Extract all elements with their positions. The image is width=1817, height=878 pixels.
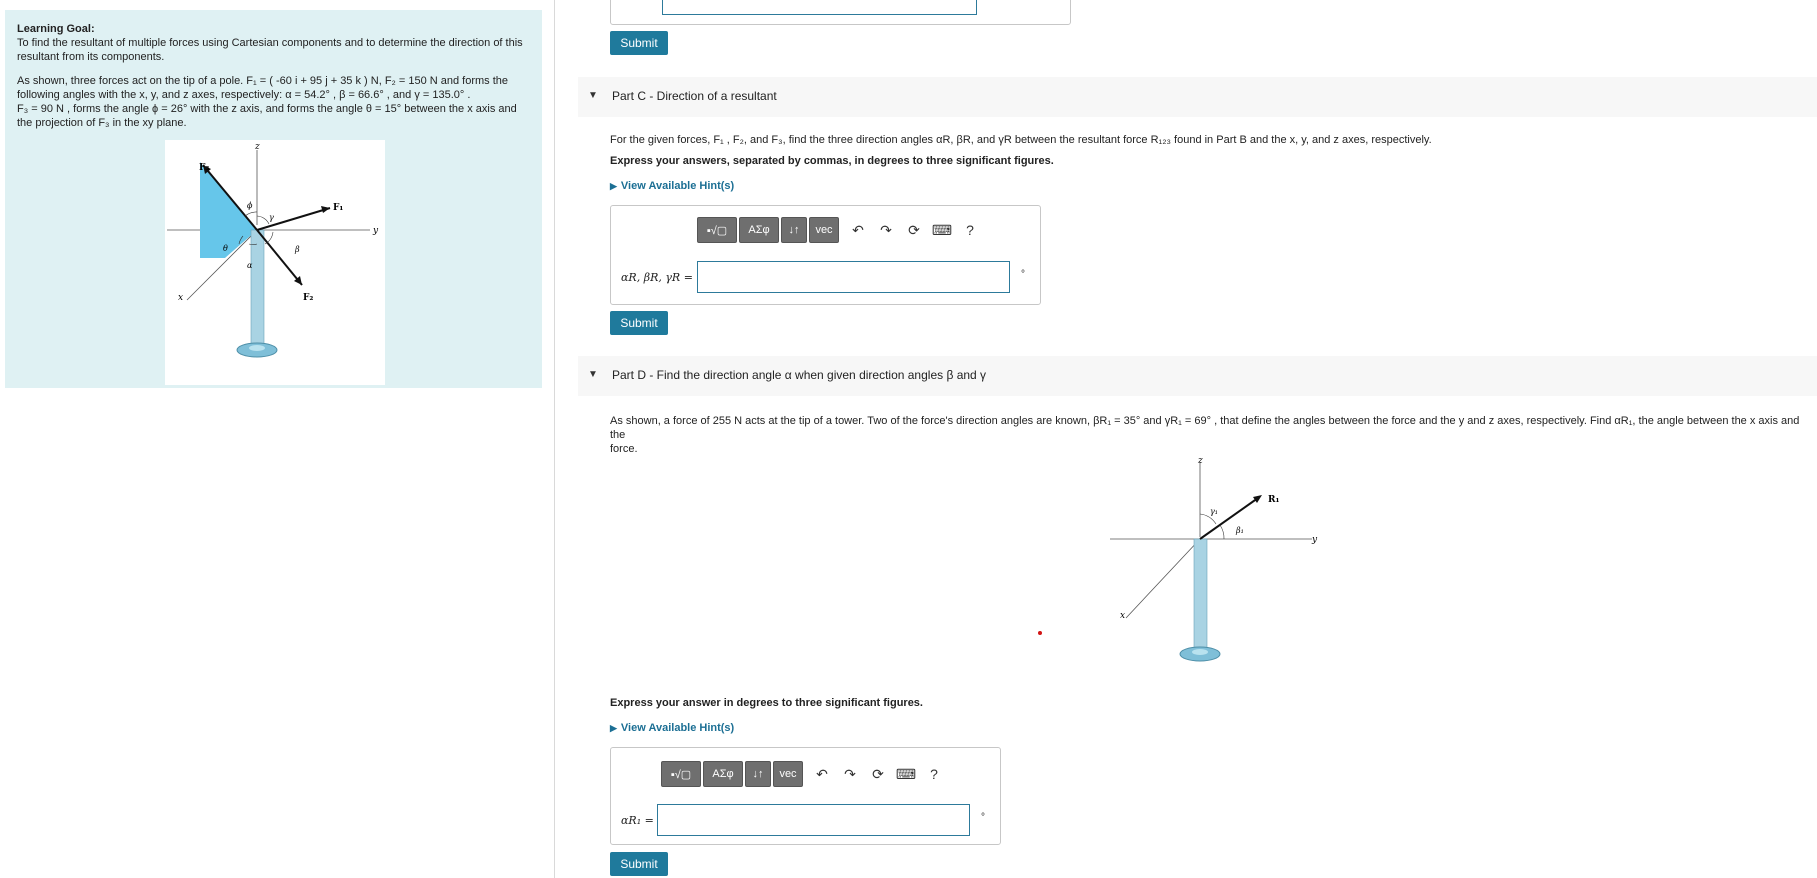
help-icon[interactable]: ? [930,766,938,782]
pole [251,230,264,348]
part-d-answer-input[interactable] [657,804,970,836]
keyboard-icon[interactable]: ⌨ [931,221,953,238]
pole-base-inner [249,345,265,351]
f1-arrow [257,208,330,230]
y-label: y [373,226,379,236]
intro-line: As shown, three forces act on the tip of a pole. F₁ = ( -60 i + 95 j + 35 k ) N, F₂ = 150 N and forms the [17,75,509,87]
reset-icon[interactable]: ⟳ [872,765,884,782]
prompt-line: force. [610,443,638,455]
intro-line: F₃ = 90 N , forms the angle ϕ = 26° with the z axis, and forms the angle θ = 15° between the x axis and [17,103,517,115]
learning-goal-title: Learning Goal: [17,23,95,35]
r1-label: R₁ [1268,495,1280,505]
part-c-answer-label: αR, βR, γR = [621,271,693,284]
f1-head [321,206,330,213]
hint-label: View Available Hint(s) [620,180,735,192]
part-d-instructions: Express your answer in degrees to three significant figures. [610,697,923,709]
caret-down-icon: ▼ [588,90,598,101]
y-label: y [1312,535,1318,545]
help-icon[interactable]: ? [966,222,974,238]
intro-line: the projection of F₃ in the xy plane. [17,117,187,129]
f3-plane [200,162,257,258]
part-c-prompt: For the given forces, F₁ , F₂, and F₃, find the three direction angles αR, βR, and γR between the resultant force R₁₂₃ found in Part B and the x, y, and z axes, respectively. [610,134,1432,146]
gamma1-label: γ₁ [1210,507,1218,516]
learning-goal-text: To find the resultant of multiple forces using Cartesian components and to determine the direction of this resultant from its components. [17,37,523,63]
triangle-right-icon: ▶ [610,723,617,733]
degree-unit: ° [981,812,985,823]
redo-icon[interactable]: ↷ [844,765,856,782]
x-axis [1126,539,1200,618]
vector-button[interactable]: vec [773,761,803,787]
part-c-instructions: Express your answers, separated by commas, in degrees to three significant figures. [610,155,1054,167]
part-b-submit-button[interactable]: Submit [610,31,668,55]
tower-force-diagram [1100,452,1330,682]
templates-button[interactable]: ▪√▢ [697,217,737,243]
pole-forces-diagram [165,140,385,385]
caret-down-icon: ▼ [588,369,598,380]
prompt-line: As shown, a force of 255 N acts at the tip of a tower. Two of the force's direction angles are known, βR₁ = 35° and γR₁ = 69° , that define the angles between the force and the y and z axes, respectively. Find αR₁, the angle between the x axis and the [610,415,1800,441]
f1-label: F₁ [333,203,344,213]
part-d-answer-label: αR₁ = [621,814,654,827]
triangle-right-icon: ▶ [610,181,617,191]
part-d-header[interactable] [578,356,1817,396]
gamma-label: γ [269,213,274,222]
vector-button[interactable]: vec [809,217,839,243]
hint-label: View Available Hint(s) [620,722,735,734]
beta1-label: β₁ [1236,526,1244,535]
greek-symbols-button[interactable]: ΑΣφ [739,217,779,243]
part-d-title: Part D - Find the direction angle α when given direction angles β and γ [612,368,987,382]
beta-label: β [295,245,300,254]
cursor-dot [1038,631,1042,635]
part-d-prompt [610,414,1810,456]
undo-icon[interactable]: ↶ [852,221,864,238]
undo-icon[interactable]: ↶ [816,765,828,782]
pole-forces-figure [165,140,385,385]
f2-label: F₂ [303,293,314,303]
reset-icon[interactable]: ⟳ [908,221,920,238]
part-c-hint-link[interactable] [610,180,734,192]
part-d-answer-box [610,747,1001,845]
z-label: z [255,142,260,152]
subscript-button[interactable]: ↓↑ [745,761,771,787]
subscript-button[interactable]: ↓↑ [781,217,807,243]
part-c-header[interactable] [578,77,1817,117]
math-toolbar [697,217,981,243]
learning-goal-panel [5,10,542,388]
panel-divider [554,0,555,878]
part-c-answer-box [610,205,1041,305]
part-c-submit-button[interactable]: Submit [610,311,668,335]
phi-label: ϕ [247,201,253,210]
tower [1194,539,1207,652]
part-c-answer-input[interactable] [697,261,1010,293]
part-d-submit-button[interactable]: Submit [610,852,668,876]
part-c-title: Part C - Direction of a resultant [612,89,777,103]
keyboard-icon[interactable]: ⌨ [895,765,917,782]
theta-label: θ [223,244,228,253]
part-b-answer-input[interactable] [662,0,977,15]
templates-button[interactable]: ▪√▢ [661,761,701,787]
tower-base-inner [1192,649,1208,655]
redo-icon[interactable]: ↷ [880,221,892,238]
part-d-hint-link[interactable] [610,722,734,734]
alpha-label: α [247,261,253,270]
math-toolbar [661,761,945,787]
greek-symbols-button[interactable]: ΑΣφ [703,761,743,787]
z-label: z [1198,456,1203,466]
x-label: x [178,293,184,303]
intro-line: following angles with the x, y, and z axes, respectively: α = 54.2° , β = 66.6° , and γ = 135.0° . [17,89,471,101]
x-label: x [1120,611,1126,621]
problem-intro [17,74,542,130]
r1-arrow [1200,498,1258,539]
f3-label: F₃ [199,163,210,173]
degree-unit: ° [1021,269,1025,280]
